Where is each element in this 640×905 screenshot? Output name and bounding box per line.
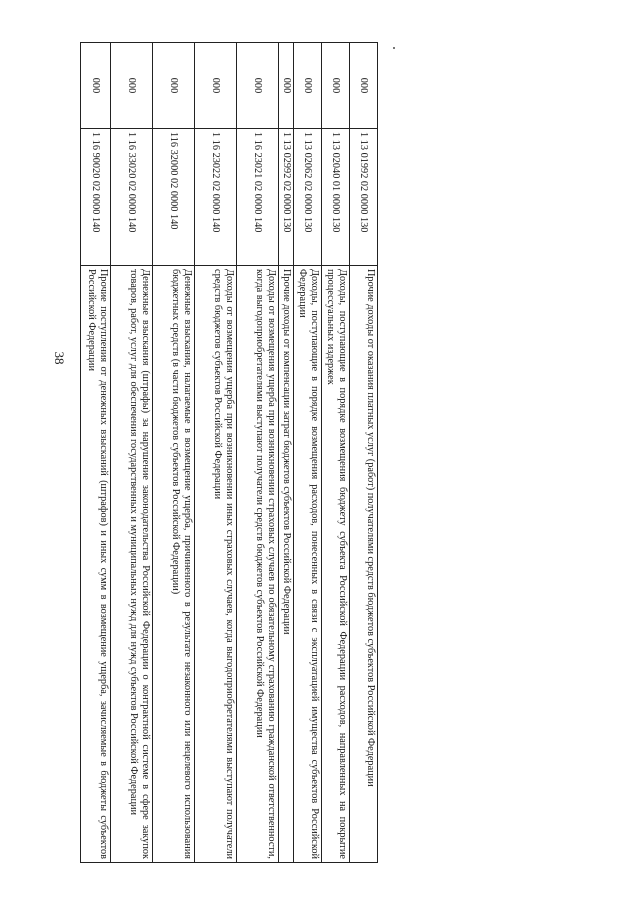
revenue-name-cell: Доходы, поступающие в порядке возмещения бюджету субъекта Российской Федерации расходов, направленных на покрытие процессуальных издержек [322,266,350,863]
revenue-name-cell: Прочие доходы от компенсации затрат бюджетов субъектов Российской Федерации [279,266,294,863]
admin-code-cell: 000 [322,43,350,129]
admin-code-cell: 000 [81,43,111,129]
revenue-code-cell: 1 13 01992 02 0000 130 [350,129,378,266]
table-row [294,43,322,863]
page-number: 38 [52,351,67,365]
table-row [322,43,350,863]
revenue-name-cell: Прочие поступления от денежных взысканий (штрафов) и иных сумм в возмещение ущерба, зачисляемые в бюджеты субъектов Российской Федерации [81,266,111,863]
revenue-name-cell: Прочие доходы от оказания платных услуг (работ) получателями средств бюджетов субъектов Российской Федерации [350,266,378,863]
admin-code-cell: 000 [237,43,279,129]
table-row [195,43,237,863]
revenue-name-cell: Доходы, поступающие в порядке возмещения расходов, понесенных в связи с эксплуатацией имущества субъектов Российской Федерации [294,266,322,863]
revenue-codes-table [80,42,378,863]
admin-code-cell: 000 [153,43,195,129]
scan-speck [393,47,395,49]
table-row [279,43,294,863]
admin-code-cell: 000 [350,43,378,129]
revenue-name-cell: Денежные взыскания, налагаемые в возмещение ущерба, причиненного в результате незаконного или нецелевого использования бюджетных средств (в части бюджетов субъектов Российской Федерации) [153,266,195,863]
revenue-name-cell: Доходы от возмещения ущерба при возникновении иных страховых случаев, когда выгодоприобретателями выступают получатели средств бюджетов субъектов Российской Федерации [195,266,237,863]
admin-code-cell: 000 [294,43,322,129]
revenue-name-cell: Денежные взыскания (штрафы) за нарушение законодательства Российской Федерации о контрактной системе в сфере закупок товаров, работ, услуг для обеспечения государственных и муниципальных нужд для нужд субъектов Российской Федерации [111,266,153,863]
table-row [237,43,279,863]
revenue-name-cell: Доходы от возмещения ущерба при возникновении страховых случаев по обязательному страхованию гражданской ответственности, когда выгодоприобретателями выступают получатели средств бюджетов субъектов Российской Федерации [237,266,279,863]
revenue-code-cell: 1 16 23021 02 0000 140 [237,129,279,266]
revenue-code-cell: 1 13 02992 02 0000 130 [279,129,294,266]
revenue-code-cell: 1 13 02062 02 0000 130 [294,129,322,266]
revenue-code-cell: 1 16 33020 02 0000 140 [111,129,153,266]
table-row [350,43,378,863]
admin-code-cell: 000 [279,43,294,129]
table-row [153,43,195,863]
rotated-table-container [78,42,378,862]
revenue-code-cell: 116 32000 02 0000 140 [153,129,195,266]
revenue-code-cell: 1 16 23022 02 0000 140 [195,129,237,266]
revenue-code-cell: 1 16 90020 02 0000 140 [81,129,111,266]
table-row [111,43,153,863]
revenue-code-cell: 1 13 02040 01 0000 130 [322,129,350,266]
admin-code-cell: 000 [111,43,153,129]
table-row [81,43,111,863]
admin-code-cell: 000 [195,43,237,129]
